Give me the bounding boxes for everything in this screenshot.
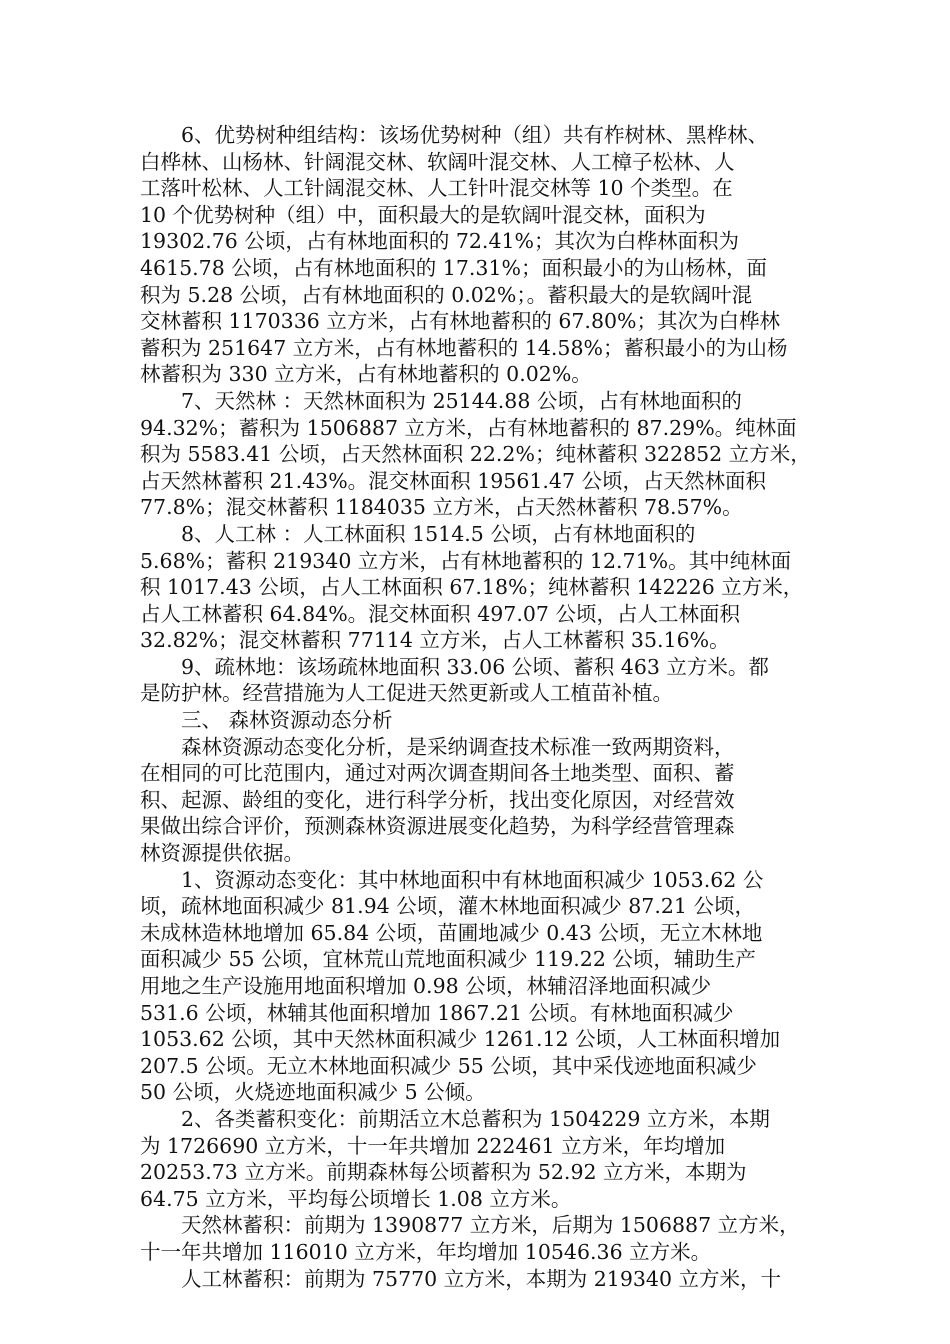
text-line: 三、 森林资源动态分析 (181, 708, 393, 733)
text-line: 占天然林蓄积 21.43%。混交林面积 19561.47 公顷，占天然林面积 (140, 468, 767, 493)
text-line: 交林蓄积 1170336 立方米，占有林地蓄积的 67.80%；其次为白桦林 (140, 309, 781, 334)
text-line: 1053.62 公顷，其中天然林面积减少 1261.12 公顷，人工林面积增加 (140, 1027, 781, 1052)
text-line: 7、天然林 ：天然林面积为 25144.88 公顷，占有林地面积的 (181, 388, 742, 413)
text-line: 人工林蓄积：前期为 75770 立方米，本期为 219340 立方米，十 (181, 1266, 782, 1291)
text-line: 531.6 公顷，林辅其他面积增加 1867.21 公顷。有林地面积减少 (140, 1000, 734, 1025)
text-line: 4615.78 公顷，占有林地面积的 17.31%；面积最小的为山杨林，面 (140, 255, 767, 280)
text-line: 林资源提供依据。 (140, 841, 304, 866)
text-line: 77.8%；混交林蓄积 1184035 立方米，占天然林蓄积 78.57%。 (140, 495, 743, 520)
text-line: 积 1017.43 公顷，占人工林面积 67.18%；纯林蓄积 142226 立方米， (140, 575, 804, 600)
document-page (140, 122, 816, 1292)
text-line: 用地之生产设施用地面积增加 0.98 公顷，林辅沼泽地面积减少 (140, 974, 712, 998)
text-line: 森林资源动态变化分析，是采纳调查技术标准一致两期资料， (181, 734, 735, 759)
text-line: 94.32%；蓄积为 1506887 立方米，占有林地蓄积的 87.29%。纯林面 (140, 415, 797, 440)
text-line: 面积减少 55 公顷，宜林荒山荒地面积减少 119.22 公顷，辅助生产 (140, 947, 756, 972)
text-line: 果做出综合评价，预测森林资源进展变化趋势，为科学经营管理森 (140, 814, 735, 839)
text-line: 积、起源、龄组的变化，进行科学分析，找出变化原因，对经营效 (140, 787, 735, 812)
text-line: 为 1726690 立方米，十一年共增加 222461 立方米，年均增加 (140, 1133, 726, 1158)
text-line: 9、疏林地：该场疏林地面积 33.06 公顷、蓄积 463 立方米。都 (181, 654, 769, 679)
text-line: 2、各类蓄积变化：前期活立木总蓄积为 1504229 立方米，本期 (181, 1106, 770, 1131)
text-line: 积为 5583.41 公顷，占天然林面积 22.2%；纯林蓄积 322852 立方米， (140, 442, 811, 467)
text-line: 32.82%；混交林蓄积 77114 立方米，占人工林蓄积 35.16%。 (140, 628, 730, 653)
text-line: 5.68%；蓄积 219340 立方米，占有林地蓄积的 12.71%。其中纯林面 (140, 548, 792, 573)
text-line: 在相同的可比范围内，通过对两次调查期间各土地类型、面积、蓄 (140, 761, 735, 786)
text-line: 占人工林蓄积 64.84%。混交林面积 497.07 公顷，占人工林面积 (140, 601, 740, 626)
text-line: 20253.73 立方米。前期森林每公顷蓄积为 52.92 立方米，本期为 (140, 1160, 747, 1185)
text-line: 8、人工林 ：人工林面积 1514.5 公顷，占有林地面积的 (181, 521, 696, 546)
text-line: 10 个优势树种（组）中，面积最大的是软阔叶混交林，面积为 (140, 202, 706, 227)
text-line: 蓄积为 251647 立方米，占有林地蓄积的 14.58%；蓄积最小的为山杨 (140, 335, 788, 360)
text-line: 19302.76 公顷，占有林地面积的 72.41%；其次为白桦林面积为 (140, 229, 740, 254)
text-line: 十一年共增加 116010 立方米，年均增加 10546.36 立方米。 (140, 1239, 712, 1264)
text-line: 工落叶松林、人工针阔混交林、人工针叶混交林等 10 个类型。在 (140, 176, 733, 201)
text-line: 林蓄积为 330 立方米，占有林地蓄积的 0.02%。 (140, 362, 592, 387)
text-line: 白桦林、山杨林、针阔混交林、软阔叶混交林、人工樟子松林、人 (140, 149, 735, 174)
text-line: 64.75 立方米，平均每公顷增长 1.08 立方米。 (140, 1186, 572, 1211)
text-line: 6、优势树种组结构：该场优势树种（组）共有柞树林、黑桦林、 (181, 123, 769, 147)
text-line: 是防护林。经营措施为人工促进天然更新或人工植苗补植。 (140, 681, 673, 706)
text-line: 未成林造林地增加 65.84 公顷，苗圃地减少 0.43 公顷，无立木林地 (140, 920, 763, 945)
text-line: 207.5 公顷。无立木林地面积减少 55 公顷，其中采伐迹地面积减少 (140, 1053, 757, 1078)
text-line: 1、资源动态变化：其中林地面积中有林地面积减少 1053.62 公 (181, 867, 764, 892)
text-line: 积为 5.28 公顷，占有林地面积的 0.02%；。蓄积最大的是软阔叶混 (140, 282, 753, 307)
text-line: 50 公顷，火烧迹地面积减少 5 公倾。 (140, 1080, 486, 1105)
text-line: 天然林蓄积：前期为 1390877 立方米，后期为 1506887 立方米， (181, 1213, 800, 1238)
text-line: 顷，疏林地面积减少 81.94 公顷，灌木林地面积减少 87.21 公顷， (140, 894, 755, 919)
